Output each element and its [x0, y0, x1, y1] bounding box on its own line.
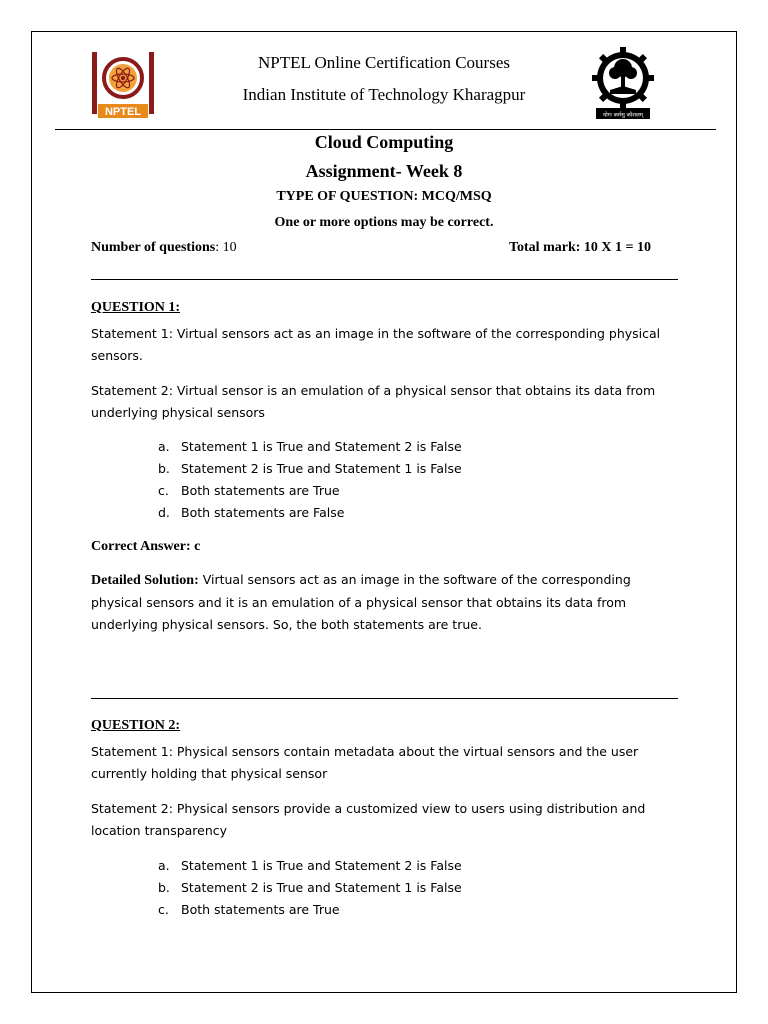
- option-text: Statement 1 is True and Statement 2 is False: [181, 858, 462, 873]
- option-letter: a.: [158, 858, 170, 873]
- question-1-heading: QUESTION 1:: [91, 300, 181, 315]
- solution-label: Detailed Solution:: [91, 573, 199, 588]
- question-1-option-d: [158, 502, 344, 524]
- option-letter: a.: [158, 439, 170, 454]
- section-divider: [91, 698, 678, 699]
- num-questions-label: Number of questions: [91, 240, 216, 255]
- assignment-subtitle: Assignment- Week 8: [305, 161, 463, 181]
- header-divider: [55, 129, 716, 130]
- question-type: TYPE OF QUESTION: MCQ/MSQ: [276, 189, 492, 204]
- question-2-option-b: [158, 877, 462, 899]
- option-text: Statement 1 is True and Statement 2 is False: [181, 439, 462, 454]
- org-line-1: NPTEL Online Certification Courses: [258, 53, 510, 72]
- question-2-option-c: [158, 899, 340, 921]
- nptel-logo-text: NPTEL: [104, 106, 142, 118]
- question-1-option-a: [158, 436, 462, 458]
- option-letter: b.: [158, 880, 170, 895]
- iit-logo-motto: योगः कर्मसु कौशलम्: [603, 112, 643, 119]
- question-2-heading: QUESTION 2:: [91, 718, 181, 733]
- option-letter: b.: [158, 461, 170, 476]
- total-mark: Total mark: 10 X 1 = 10: [508, 240, 651, 255]
- option-text: Both statements are True: [181, 902, 340, 917]
- options-note: One or more options may be correct.: [274, 215, 494, 230]
- question-1-correct-answer: Correct Answer: c: [91, 539, 201, 554]
- option-letter: d.: [158, 505, 170, 520]
- org-line-2: Indian Institute of Technology Kharagpur: [242, 85, 526, 104]
- option-text: Statement 2 is True and Statement 1 is False: [181, 880, 462, 895]
- question-2-option-a: [158, 855, 462, 877]
- num-questions-value: : 10: [215, 240, 237, 255]
- section-divider: [91, 279, 678, 280]
- question-1-option-b: [158, 458, 462, 480]
- course-title: Cloud Computing: [314, 132, 454, 152]
- question-2-statement-1: Statement 1: Physical sensors contain metadata about the virtual sensors and the user currently holding that physical sensor: [91, 744, 639, 781]
- option-text: Both statements are False: [181, 505, 345, 520]
- solution-text: Virtual sensors act as an image in the software of the corresponding physical sensors and it is an emulation of a physical sensor that obtains its data from underlying physical sensors. So, the both statements are true.: [91, 572, 631, 632]
- question-1-detailed-solution: [91, 569, 681, 636]
- question-2-statement-2: Statement 2: Physical sensors provide a customized view to users using distribution and location transparency: [91, 801, 646, 838]
- option-text: Both statements are True: [181, 483, 340, 498]
- number-of-questions: [91, 240, 237, 256]
- question-1-statement-2: Statement 2: Virtual sensor is an emulation of a physical sensor that obtains its data from underlying physical sensors: [91, 383, 656, 420]
- question-1-statement-1: Statement 1: Virtual sensors act as an image in the software of the corresponding physical sensors.: [91, 326, 661, 363]
- option-text: Statement 2 is True and Statement 1 is False: [181, 461, 462, 476]
- option-letter: c.: [158, 902, 169, 917]
- question-1-option-c: [158, 480, 340, 502]
- option-letter: c.: [158, 483, 169, 498]
